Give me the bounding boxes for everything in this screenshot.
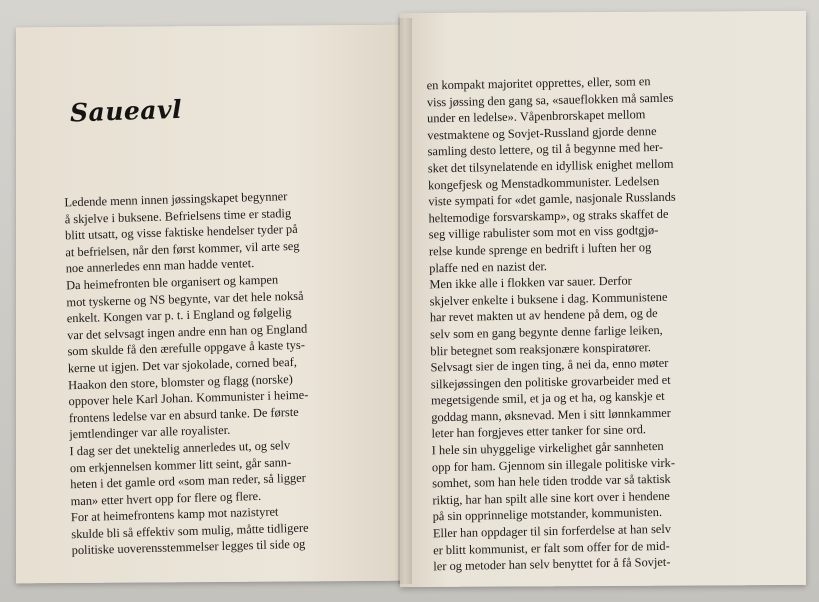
text-line: mot tyskerne og NS begynte, var det hele nokså [66,288,304,309]
text-line: politiske uoverensstemmelser legges til side og [71,537,306,558]
text-line: viste sympati for «det gamle, nasjonale Russlands [428,189,676,209]
text-line: seg villige rabulister som mot en viss godtgjø- [428,223,659,242]
text-line: opp for ham. Gjennom sin illegale politiske virk- [431,455,676,474]
text-line: Selvsagt sier de ingen ting, å nei da, enno møter [430,355,669,375]
text-line: oppover hele Karl Johan. Kommunister i heime- [68,387,309,409]
text-line: samling desto lettere, og til å begynne med her- [427,140,664,159]
text-line: en kompakt majoritet opprettes, eller, som en [426,74,651,93]
text-line: blitt utsatt, og visse faktiske hendelser tyder på [64,222,298,243]
right-page [400,11,806,587]
text-line: megetsigende smil, et ja og et ha, og kanskje et [430,389,665,408]
text-line: kongefjesk og Menstadkommunister. Ledelsen [427,173,660,192]
text-line: viss jøssing den gang sa, «saueflokken må samles [426,90,674,109]
text-line: har revet makten ut av hendene på dem, og de [429,306,658,325]
text-line: Eller han oppdager til sin forferdelse at han selv [432,521,672,541]
text-line: om erkjennelsen kommer litt seint, går sann- [69,454,292,475]
text-line: enkelt. Kongen var p. t. i England og følgelig [66,305,292,326]
text-line: riktig, har han spilt alle sine kort over i hendene [432,488,670,508]
text-line: sket det tilsynelatende en idyllisk enighet mellom [427,156,674,176]
text-line: som skulde få den ærefulle oppgave å kaste tys- [67,338,306,359]
text-line: Ledende menn innen jøssingskapet begynner [64,189,288,210]
text-line: jemtlendinger var alle royalister. [69,423,231,442]
text-line: silkejøssingen den politiske grovarbeider med et [430,372,671,392]
text-line: kerne ut igjen. Det var sjokolade, corned beaf, [67,354,298,376]
text-line: frontens ledelse var en absurd tanke. De første [68,404,299,426]
open-booklet [16,8,806,588]
text-line: skulde bli så effektiv som mulig, måtte tidligere [71,520,309,542]
text-line: på sin opprinnelige motstander, kommunisten. [432,505,663,524]
text-line: leter han forgjeves etter tanker for sine ord. [431,422,647,441]
text-line: er blitt kommunist, er falt som offer for de mid- [433,538,670,557]
text-line: heten i det gamle ord «som man reder, så ligger [70,470,306,492]
article-title: Saueavl [69,94,183,128]
text-line: plaffe ned en nazist der. [429,258,548,275]
text-line: For at heimefrontens kamp mot nazistyret [70,504,279,525]
text-line: Haakon den store, blomster og flagg (norske) [68,371,294,392]
text-line: somhet, som han hele tiden trodde var så taktisk [432,472,671,491]
text-line: man» etter hvert opp for flere og flere. [70,488,262,508]
text-line: relse kunde sprenge en bedrift i luften her og [428,240,652,259]
text-line: blir betegnet som reaksjonære konspiratører. [430,339,651,358]
text-line: noe annerledes enn man hadde ventet. [65,256,255,276]
text-line: goddag mann, øksnevad. Men i sitt lønnkammer [431,405,671,425]
text-line: vestmaktene og Sovjet-Russland gjorde denne [427,123,657,143]
booklet-spine [398,18,412,584]
left-page [16,25,408,584]
text-line: var det selvsagt ingen andre enn han og England [67,321,308,343]
text-line: I dag ser det unektelig annerledes ut, og selv [69,438,291,459]
text-line: å skjelve i buksene. Befrielsens time er stadig [64,205,292,226]
text-line: at befrielsen, når den først kommer, vil arte seg [65,238,300,260]
right-page-text [427,71,786,575]
text-line: Men ikke alle i flokken var sauer. Derfor [429,273,632,292]
text-line: I hele sin uhyggelige virkelighet går sannheten [431,438,664,458]
text-line: skjelver enkelte i buksene i dag. Kommunistene [429,289,668,309]
left-page-text [64,186,388,560]
text-line: selv som en gang begynte denne farlige leiken, [430,322,663,342]
text-line: under en ledelse». Våpenbrorskapet mellom [427,107,646,126]
text-line: heltemodige forsvarskamp», og straks skaffet de [428,206,669,226]
text-line: Da heimefronten ble organisert og kampen [65,272,279,293]
text-line: ler og metoder han selv benyttet for å få Sovjet- [433,554,671,574]
